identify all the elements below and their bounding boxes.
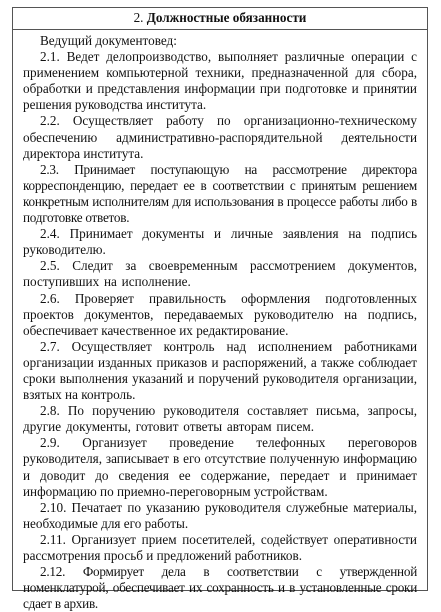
duty-item-2-6: 2.6. Проверяет правильность оформления подготовленных проектов документов, передаваемых руководителю на подпись, обеспечивает качественное их редактирование.: [23, 290, 417, 338]
intro-line: Ведущий документовед:: [40, 33, 177, 48]
section-number: 2.: [133, 10, 144, 25]
duty-item-2-2: 2.2. Осуществляет работу по организационно-техническому обеспечению административно-распорядительной деятельности директора института.: [23, 113, 417, 161]
duty-item-2-5: 2.5. Следит за своевременным рассмотрением документов, поступивших на исполнение.: [23, 258, 417, 290]
document-frame: [12, 7, 428, 612]
duty-item-2-7: 2.7. Осуществляет контроль над исполнением работниками организации изданных приказов и распоряжений, а также соблюдает сроки выполнения указаний и поручений руководителя организации, взятых на контроль.: [23, 338, 417, 403]
duty-item-2-9: 2.9. Организует проведение телефонных переговоров руководителя, записывает в его отсутствие полученную информацию и доводит до сведения ее содержание, передает и принимает информацию по приемно-переговорным устройствам.: [23, 435, 417, 499]
duty-item-2-10: 2.10. Печатает по указанию руководителя служебные материалы, необходимые для его работы.: [23, 499, 417, 531]
section-title: Должностные обязанности: [146, 10, 307, 25]
duty-item-2-4: 2.4. Принимает документы и личные заявления на подпись руководителю.: [23, 226, 417, 258]
duty-item-2-11: 2.11. Организует прием посетителей, содействует оперативности рассмотрения просьб и предложений работников.: [23, 531, 417, 563]
duty-item-2-1: 2.1. Ведет делопроизводство, выполняет различные операции с применением компьютерной техники, предназначенной для сбора, обработки и представления информации при подготовке и принятии решения руководства института.: [23, 49, 417, 113]
section-header: [13, 8, 427, 30]
section-body: [13, 30, 427, 612]
duty-item-2-3: 2.3. Принимает поступающую на рассмотрение директора корреспонденцию, передает ее в соответствии с принятым решением конкретным исполнителям для использования в процессе работы либо в подготовке ответов.: [23, 161, 417, 226]
duty-item-2-12: 2.12. Формирует дела в соответствии с утвержденной номенклатурой, обеспечивает их сохранность и в установленные сроки сдает в архив.: [23, 564, 417, 612]
duty-item-2-8: 2.8. По поручению руководителя составляет письма, запросы, другие документы, готовит ответы авторам писем.: [23, 403, 417, 435]
